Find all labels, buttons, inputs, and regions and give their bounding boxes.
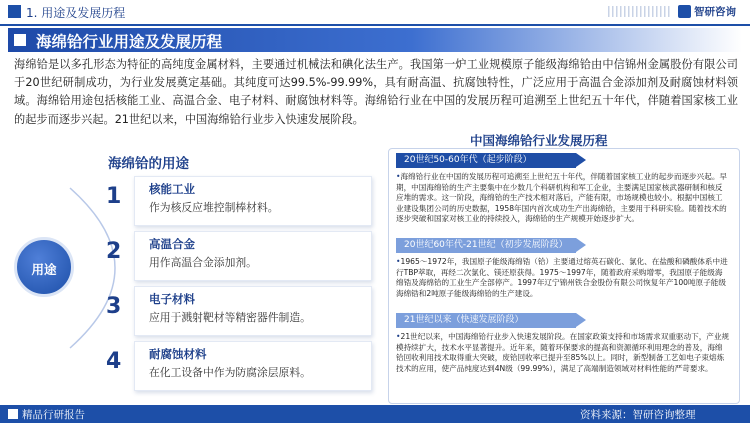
use-item-desc: 应用于溅射靶材等精密器件制造。 xyxy=(149,311,311,324)
stage-text: 21世纪以来，中国海绵铪行业步入快速发展阶段。在国家政策支持和市场需求双重驱动下，产业规模持续扩大，技术水平显著提升。近年来，随着环保要求的提高和资源循环利用理念的普及，海绵铪回收利用技术取得重大突破，废铪回收率已提升至85%以上。同时，新型制备工艺如电子束熔炼技术的应用，使产品纯度达到4N级（99.99%），满足了高端制造领域对材料性能的严苛要求。 xyxy=(396,332,730,373)
use-item-card xyxy=(134,341,372,391)
footer-left-text: 精品行研报告 xyxy=(22,409,85,421)
use-item-number: 4 xyxy=(106,349,122,374)
use-item-name: 耐腐蚀材料 xyxy=(149,347,207,361)
use-item-card xyxy=(134,286,372,336)
uses-title: 海绵铪的用途 xyxy=(108,156,189,172)
history-stage-1 xyxy=(396,153,734,225)
stage-head: 20世纪60年代-21世纪（初步发展阶段） xyxy=(396,238,576,253)
stage-text: 海绵铪行业在中国的发展历程可追溯至上世纪五十年代，伴随着国家核工业的起步而逐步兴起。早期，中国海绵铪的生产主要集中在少数几个科研机构和军工企业，主要满足国家核武器研制和核反应堆的需求。这一阶段，海绵铪的生产技术相对落后，产能有限，市场规模也较小。根据中国核工业建设集团公司的历史数据，1958年国内首次成功生产出海绵铪，主要用于科研实验。随着技术的逐步突破和国家对核工业的持续投入，海绵铪的生产规模开始逐步扩大。 xyxy=(396,172,728,224)
footer-bar xyxy=(0,405,750,423)
top-divider xyxy=(0,24,750,26)
bullet-icon: • xyxy=(396,332,401,341)
title-banner xyxy=(8,28,742,52)
decorative-stripes xyxy=(608,6,672,17)
use-item-superalloy xyxy=(98,231,374,283)
use-item-name: 电子材料 xyxy=(149,292,195,306)
bullet-icon: • xyxy=(396,257,401,266)
page-title: 海绵铪行业用途及发展历程 xyxy=(36,33,223,51)
stage-body xyxy=(396,332,734,374)
use-item-nuclear xyxy=(98,176,374,228)
use-item-name: 高温合金 xyxy=(149,237,195,251)
use-item-card xyxy=(134,231,372,281)
top-bar xyxy=(0,0,750,24)
footer-source-text: 资料来源：智研咨询整理 xyxy=(580,409,696,421)
history-stage-3 xyxy=(396,313,734,374)
stage-head: 21世纪以来（快速发展阶段） xyxy=(396,313,576,328)
use-item-desc: 用作高温合金添加剂。 xyxy=(149,256,257,269)
use-item-number: 2 xyxy=(106,239,122,264)
use-item-number: 1 xyxy=(106,184,122,209)
use-item-card xyxy=(134,176,372,226)
bullet-icon: • xyxy=(396,172,401,181)
history-title: 中国海绵铪行业发展历程 xyxy=(470,133,608,148)
uses-hub-circle xyxy=(14,237,74,297)
stage-body xyxy=(396,257,734,299)
use-item-electronic xyxy=(98,286,374,338)
footer-square-icon xyxy=(8,409,18,419)
history-stage-2 xyxy=(396,238,734,299)
use-item-name: 核能工业 xyxy=(149,182,195,196)
logo-text: 智研咨询 xyxy=(694,6,736,18)
use-item-desc: 作为核反应堆控制棒材料。 xyxy=(149,201,279,214)
section-square-icon xyxy=(8,5,21,18)
intro-paragraph: 海绵铪是以多孔形态为特征的高纯度金属材料，主要通过机械法和碘化法生产。我国第一炉工业规模原子能级海绵铪由中信锦州金属股份有限公司于20世纪研制成功，为行业发展奠定基础。其纯度可达99.5%-99.99%，具有耐高温、抗腐蚀特性，广泛应用于高温合金添加剂及耐腐蚀材料领域。海绵铪用途包括核能工业、高温合金、电子材料、耐腐蚀材料等。海绵铪行业在中国的发展历程可追溯至上世纪五十年代，伴随着国家核工业的起步而逐步兴起。21世纪以来，中国海绵铪行业步入快速发展阶段。 xyxy=(14,58,738,126)
stage-head: 20世纪50-60年代（起步阶段） xyxy=(396,153,576,168)
use-item-desc: 在化工设备中作为防腐涂层原料。 xyxy=(149,366,311,379)
use-item-number: 3 xyxy=(106,294,122,319)
logo-icon xyxy=(678,5,691,18)
use-item-corrosion xyxy=(98,341,374,393)
stage-text: 1965～1972年，我国原子能级海绵锆（铪）主要通过熔英石碳化、氯化、在盐酸和磷酸体系中进行TBP萃取，再经二次氯化、镁还原获得。1975～1997年，随着政府采购增零，我国原子能级海绵锆及海绵铪的工业生产全部停产。1997年辽宁锦州铁合金股份有限公司恢复年产100吨原子能级海绵锆和2吨原子能级海绵铪的生产建设。 xyxy=(396,257,728,298)
stage-body xyxy=(396,172,734,225)
section-title: 1. 用途及发展历程 xyxy=(26,6,126,20)
banner-square-icon xyxy=(14,34,26,46)
hub-label: 用途 xyxy=(31,262,57,277)
